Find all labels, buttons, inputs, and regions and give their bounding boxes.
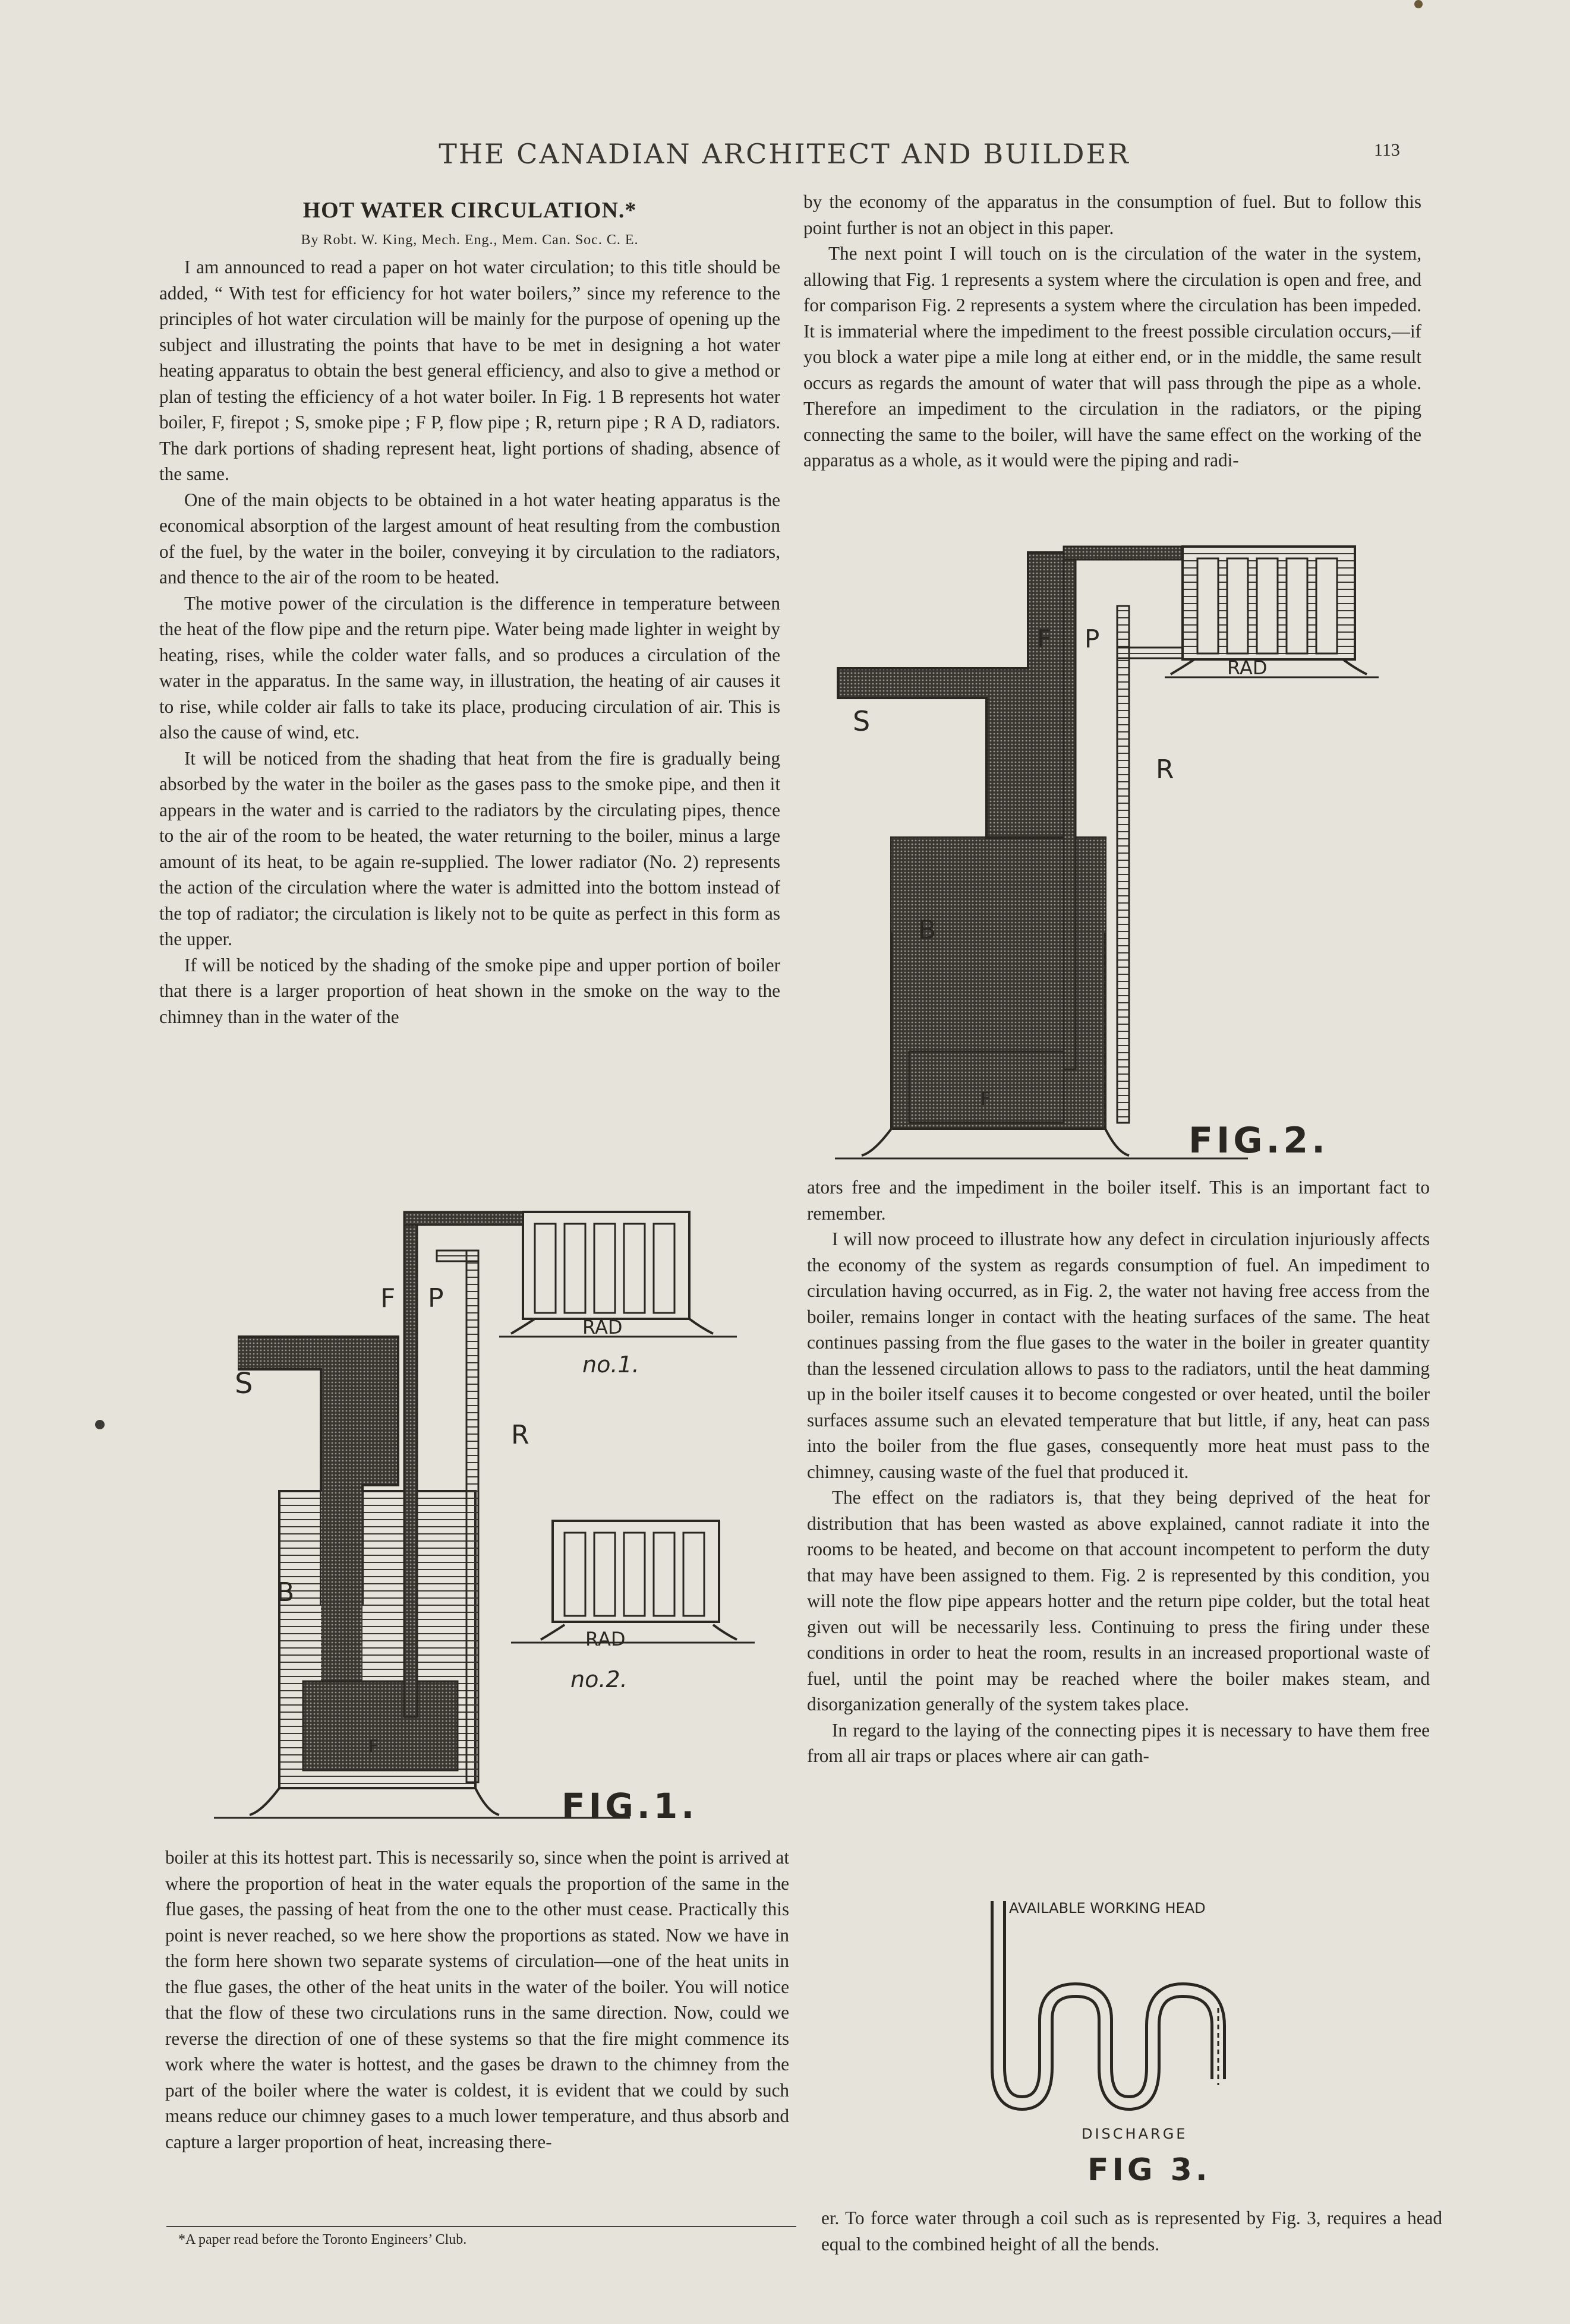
label-f: F xyxy=(380,1283,396,1313)
left-column-top xyxy=(159,196,780,1030)
label-r: R xyxy=(1156,754,1174,785)
paragraph: ators free and the impediment in the boiler itself. This is an important fact to remember. xyxy=(807,1177,1430,1224)
paragraph: by the economy of the apparatus in the consumption of fuel. But to follow this point further is not an object in this paper. xyxy=(803,191,1421,238)
label-rad: RAD xyxy=(1227,656,1268,679)
article-title: HOT WATER CIRCULATION.* xyxy=(302,198,637,223)
footnote-rule xyxy=(166,2226,796,2227)
label-s: S xyxy=(853,705,871,737)
right-column-top xyxy=(803,189,1421,473)
running-head: THE CANADIAN ARCHITECT AND BUILDER xyxy=(439,138,1130,170)
paragraph: The next point I will touch on is the circulation of the water in the system, allowing that Fig. 1 represents a system where the circulation is open and free, and for comparison Fig. 2 represents a system where the circulation has been impeded. It is immaterial where the impediment to the freest possible circulation occurs,—if you block a water pipe a mile long at either end, or in the middle, the same result occurs as regards the amount of water that will pass through the pipe as a whole. Therefore an impediment to the circulation in the radiators, or the piping connecting the same to the boiler, will have the same effect on the working of the apparatus as a whole, as it would were the piping and radi- xyxy=(803,243,1421,471)
label-p: P xyxy=(1085,624,1100,653)
label-no-2: no.2. xyxy=(570,1666,628,1693)
label-no-1: no.1. xyxy=(582,1352,639,1378)
paragraph: If will be noticed by the shading of the smoke pipe and upper portion of boiler that there is a larger proportion of heat shown in the smoke on the way to the chimney than in the water of the xyxy=(159,954,780,1027)
right-column-bottom xyxy=(821,2205,1442,2257)
label-firepot: F xyxy=(368,1736,379,1757)
label-p: P xyxy=(428,1283,444,1313)
figure-3-caption: FIG 3. xyxy=(1087,2152,1211,2186)
left-column-bottom xyxy=(165,1845,789,2155)
label-rad-1: RAD xyxy=(582,1316,623,1338)
paragraph: One of the main objects to be obtained in a hot water heating apparatus is the economical absorption of the largest amount of heat resulting from the combustion of the fuel, by the water in the boiler, conveying it by circulation to the radiators, and thence to the air of the room to be heated. xyxy=(159,489,780,588)
figure-3 xyxy=(975,1889,1343,2186)
label-b: B xyxy=(918,915,937,945)
paragraph: The effect on the radiators is, that they being deprived of the heat for distribution that has been wasted as above explained, cannot radiate it into the rooms to be heated, and become on that account incompetent to perform the duty that may have been assigned to them. Fig. 2 is represented by this condition, you will note the flow pipe appears hotter and the return pipe colder, but the total heat given out will be necessarily less. Continuing to press the firing under these conditions in order to heat the room, results in an increased proportional waste of fuel, until the point may be reached where the boiler makes steam, and disorganization generally of the system takes place. xyxy=(807,1487,1430,1714)
article-byline: By Robt. W. King, Mech. Eng., Mem. Can. Soc. C. E. xyxy=(301,232,639,248)
paragraph: It will be noticed from the shading that heat from the fire is gradually being absorbed by the water in the boiler as the gases pass to the smoke pipe, and then it appears in the water and is carried to the radiators by the circulating pipes, thence to the air of the room to be heated, the water returning to the boiler, minus a large amount of its heat, to be again re-supplied. The lower radiator (No. 2) represents the action of the circulation where the water is admitted into the bottom instead of the top of radiator; the circulation is likely not to be quite as perfect in this form as the upper. xyxy=(159,747,780,949)
paragraph: In regard to the laying of the connecting pipes it is necessary to have them free from all air traps or places where air can gath- xyxy=(807,1719,1430,1766)
label-head: AVAILABLE WORKING HEAD xyxy=(1009,1900,1206,1916)
page-number: 113 xyxy=(1374,140,1400,160)
right-column-middle xyxy=(807,1174,1430,1769)
label-firepot: F xyxy=(981,1089,991,1110)
ink-spot xyxy=(95,1420,105,1429)
paragraph: The motive power of the circulation is the difference in temperature between the heat of the flow pipe and the return pipe. Water being made lighter in weight by heating, rises, while the colder water falls, and so produces a circulation of the water in the apparatus. In the same way, in illustration, the heating of air causes it to rise, while colder air falls to take its place, producing circulation of air. This is also the cause of wind, etc. xyxy=(159,592,780,743)
radiator-2 xyxy=(511,1521,755,1643)
figure-1-caption: FIG.1. xyxy=(562,1786,698,1826)
label-discharge: DISCHARGE xyxy=(1082,2126,1188,2142)
figure-1 xyxy=(202,1188,773,1836)
paragraph: er. To force water through a coil such as is represented by Fig. 3, requires a head equal to the combined height of all the bends. xyxy=(821,2208,1442,2254)
paragraph: boiler at this its hottest part. This is necessarily so, since when the point is arrived at where the proportion of heat in the water equals the proportion of the same in the flue gases, the passing of heat from the one to the other must cease. Practically this point is never reached, so we here show the proportions as stated. Now we have in the form here shown two separate systems of circulation—one of the heat units in the flue gases, the other of the heat units in the water of the boiler. You will notice that the flow of these two circulations runs in the same direction. Now, could we reverse the direction of one of these systems so that the fire might commence its work where the water is hottest, and the gases be drawn to the chimney from the part of the boiler where the water is coldest, it is evident that we could by such means reduce our chimney gases to a much lower temperature, and thus absorb and capture a larger proportion of heat, increasing there- xyxy=(165,1847,789,2152)
ink-spot xyxy=(1414,0,1423,8)
footnote: *A paper read before the Toronto Engineers’ Club. xyxy=(178,2232,467,2247)
label-f: F xyxy=(1037,624,1052,653)
figure-2 xyxy=(832,529,1414,1176)
label-s: S xyxy=(235,1367,253,1400)
paragraph: I am announced to read a paper on hot water circulation; to this title should be added, “ With test for efficiency for hot water boilers,” since my reference to the principles of hot water circulation will be mainly for the purpose of opening up the subject and illustrating the points that have to be met in designing a hot water heating apparatus to obtain the best general efficiency, and also to give a method or plan of testing the efficiency of a hot water boiler. In Fig. 1 B represents hot water boiler, F, firepot ; S, smoke pipe ; F P, flow pipe ; R, return pipe ; R A D, radiators. The dark portions of shading represent heat, light portions of shading, absence of the same. xyxy=(159,257,780,484)
label-b: B xyxy=(276,1577,295,1608)
radiator xyxy=(1165,547,1379,677)
figure-2-caption: FIG.2. xyxy=(1188,1120,1329,1161)
label-rad-2: RAD xyxy=(585,1628,626,1650)
label-r: R xyxy=(511,1420,529,1450)
paragraph: I will now proceed to illustrate how any defect in circulation injuriously affects the economy of the system as regards consumption of fuel. An impediment to circulation having occurred, as in Fig. 2, the water not having free access from the boiler, remains longer in contact with the heating surfaces of the same. The heat continues passing from the flue gases to the water in the boiler in greater quantity than the lessened circulation allows to pass to the radiators, until the heat damming up in the boiler itself causes it to become congested or over heated, until the boiler surfaces assume such an elevated temperature that but little, if any, heat can pass into the boiler from the flue gases, consequently more heat must pass to the chimney, causing waste of the fuel that produced it. xyxy=(807,1229,1430,1482)
